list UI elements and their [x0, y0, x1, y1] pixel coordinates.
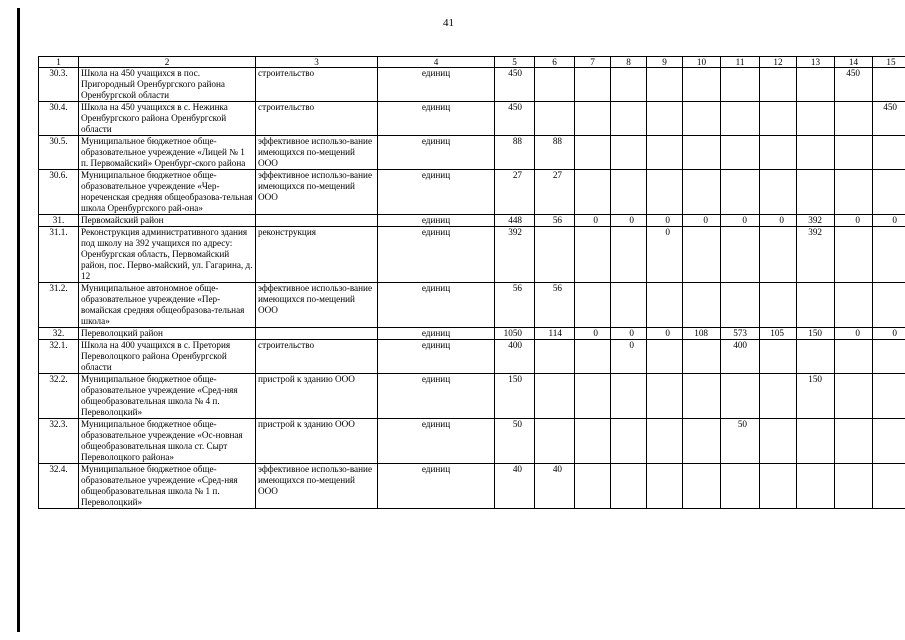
table-cell: Переволоцкий район — [79, 328, 256, 340]
table-cell: 450 — [873, 102, 905, 136]
table-cell — [647, 68, 683, 102]
column-header: 14 — [835, 57, 873, 68]
table-cell: Муниципальное бюджетное обще-образовательное учреждение «Ос-новная общеобразовательная школа ст. Сырт Переволоцкого района» — [79, 419, 256, 464]
district-total-row — [39, 215, 905, 227]
table-cell: единиц — [378, 283, 495, 328]
table-cell: 450 — [495, 102, 535, 136]
table-cell — [760, 283, 797, 328]
table-cell: единиц — [378, 68, 495, 102]
table-cell: Школа на 450 учащихся в с. Нежинка Оренбургского района Оренбургской области — [79, 102, 256, 136]
table-cell: 0 — [575, 328, 611, 340]
table-cell — [535, 419, 575, 464]
table-cell — [575, 227, 611, 283]
table-cell — [721, 374, 760, 419]
table-cell — [760, 419, 797, 464]
table-cell — [611, 68, 647, 102]
table-cell — [873, 227, 905, 283]
table-cell: единиц — [378, 340, 495, 374]
table-cell — [873, 68, 905, 102]
table-cell: 32.3. — [39, 419, 79, 464]
table-cell: 400 — [495, 340, 535, 374]
column-header: 5 — [495, 57, 535, 68]
table-cell — [575, 136, 611, 170]
table-cell — [611, 464, 647, 509]
table-cell: 0 — [721, 215, 760, 227]
table-cell — [873, 419, 905, 464]
district-total-row — [39, 328, 905, 340]
table-cell: 27 — [495, 170, 535, 215]
table-cell — [873, 464, 905, 509]
table-cell: 31.1. — [39, 227, 79, 283]
table-cell: 0 — [873, 328, 905, 340]
table-cell: 30.4. — [39, 102, 79, 136]
table-cell: 0 — [647, 328, 683, 340]
table-cell — [647, 170, 683, 215]
table-cell — [256, 328, 378, 340]
table-cell: единиц — [378, 102, 495, 136]
table-cell — [760, 227, 797, 283]
table-cell: Муниципальное бюджетное обще-образовательное учреждение «Сред-няя общеобразовательная школа № 1 п. Переволоцкий» — [79, 464, 256, 509]
table-cell: 392 — [797, 215, 835, 227]
table-cell: 88 — [535, 136, 575, 170]
table-cell — [611, 374, 647, 419]
table-cell: 0 — [575, 215, 611, 227]
table-cell: 1050 — [495, 328, 535, 340]
table-cell — [835, 102, 873, 136]
table-cell: единиц — [378, 170, 495, 215]
table-cell: единиц — [378, 328, 495, 340]
table-cell: 448 — [495, 215, 535, 227]
table-cell — [835, 170, 873, 215]
table-cell: единиц — [378, 419, 495, 464]
table-cell: 392 — [495, 227, 535, 283]
table-cell — [575, 374, 611, 419]
table-cell — [873, 283, 905, 328]
table-cell: строительство — [256, 102, 378, 136]
table-cell — [647, 340, 683, 374]
table-cell: 0 — [611, 328, 647, 340]
table-cell: 150 — [797, 328, 835, 340]
header-row — [39, 57, 905, 68]
table-cell — [683, 374, 721, 419]
table-cell: 40 — [535, 464, 575, 509]
table-cell — [256, 215, 378, 227]
table-cell: эффективное использо-вание имеющихся по-мещений ООО — [256, 464, 378, 509]
table-cell: 27 — [535, 170, 575, 215]
table-row — [39, 170, 905, 215]
table-cell — [647, 102, 683, 136]
table-cell — [611, 227, 647, 283]
table-cell: 150 — [495, 374, 535, 419]
table-cell: 32.2. — [39, 374, 79, 419]
table-cell: 150 — [797, 374, 835, 419]
table-cell: 392 — [797, 227, 835, 283]
table-cell: 56 — [535, 283, 575, 328]
column-header: 1 — [39, 57, 79, 68]
table-cell: строительство — [256, 340, 378, 374]
table-cell — [797, 419, 835, 464]
table-cell — [721, 227, 760, 283]
column-header: 10 — [683, 57, 721, 68]
table-cell — [797, 136, 835, 170]
table-cell — [760, 68, 797, 102]
table-cell: 31. — [39, 215, 79, 227]
table-cell — [797, 340, 835, 374]
table-cell — [575, 68, 611, 102]
table-row — [39, 136, 905, 170]
table-cell — [835, 419, 873, 464]
table-cell: пристрой к зданию ООО — [256, 419, 378, 464]
column-header: 7 — [575, 57, 611, 68]
table-cell: Школа на 400 учащихся в с. Претория Переволоцкого района Оренбургской области — [79, 340, 256, 374]
table-cell — [535, 102, 575, 136]
table-cell: 32. — [39, 328, 79, 340]
table-cell — [721, 464, 760, 509]
table-cell: 108 — [683, 328, 721, 340]
table-cell: пристрой к зданию ООО — [256, 374, 378, 419]
table-cell — [721, 283, 760, 328]
table-cell — [535, 374, 575, 419]
table-cell: 450 — [835, 68, 873, 102]
table-cell — [535, 340, 575, 374]
table-cell — [575, 464, 611, 509]
table-cell — [683, 102, 721, 136]
table-cell — [797, 68, 835, 102]
table-cell — [721, 136, 760, 170]
binding-edge — [17, 8, 20, 632]
table-cell: 50 — [721, 419, 760, 464]
table-cell: 105 — [760, 328, 797, 340]
table-cell: 0 — [611, 215, 647, 227]
table-cell: 114 — [535, 328, 575, 340]
table-cell: эффективное использо-вание имеющихся по-мещений ООО — [256, 170, 378, 215]
table-cell — [611, 102, 647, 136]
table-cell — [683, 170, 721, 215]
table-cell — [683, 283, 721, 328]
column-header: 6 — [535, 57, 575, 68]
page-number: 41 — [443, 17, 454, 29]
table-cell — [760, 340, 797, 374]
table-cell: 573 — [721, 328, 760, 340]
table-cell: эффективное использо-вание имеющихся по-мещений ООО — [256, 136, 378, 170]
table-cell — [647, 136, 683, 170]
table-cell: 450 — [495, 68, 535, 102]
table-cell: 32.4. — [39, 464, 79, 509]
table-cell: 0 — [647, 227, 683, 283]
table-cell — [611, 136, 647, 170]
table-cell: 400 — [721, 340, 760, 374]
table-cell — [683, 340, 721, 374]
table-cell — [683, 464, 721, 509]
table-cell: 56 — [495, 283, 535, 328]
column-header: 3 — [256, 57, 378, 68]
table-cell — [535, 227, 575, 283]
table-cell — [683, 227, 721, 283]
column-header: 9 — [647, 57, 683, 68]
table-cell — [647, 374, 683, 419]
table-cell: 56 — [535, 215, 575, 227]
table-cell — [611, 170, 647, 215]
table-row — [39, 227, 905, 283]
table-cell — [721, 170, 760, 215]
table-cell — [797, 102, 835, 136]
table-cell: Муниципальное бюджетное обще-образовательное учреждение «Сред-няя общеобразовательная школа № 4 п. Переволоцкий» — [79, 374, 256, 419]
table-cell — [873, 374, 905, 419]
table-cell: 30.3. — [39, 68, 79, 102]
table-cell — [873, 340, 905, 374]
table-cell — [575, 419, 611, 464]
column-header: 12 — [760, 57, 797, 68]
table-cell: 0 — [760, 215, 797, 227]
table-cell: Муниципальное бюджетное обще-образовательное учреждение «Чер-нореченская средняя общеобразова-тельная школа Оренбургского рай-она» — [79, 170, 256, 215]
table-cell — [760, 136, 797, 170]
table-cell: 50 — [495, 419, 535, 464]
table-cell — [835, 374, 873, 419]
table-cell: 30.5. — [39, 136, 79, 170]
table-cell: Реконструкция административного здания под школу на 392 учащихся по адресу: Оренбургская область, Первомайский район, пос. Перво-майский, ул. Гагарина, д. 12 — [79, 227, 256, 283]
table-row — [39, 68, 905, 102]
table-cell: строительство — [256, 68, 378, 102]
table-row — [39, 340, 905, 374]
table-cell: Школа на 450 учащихся в пос. Пригородный Оренбургского района Оренбургской области — [79, 68, 256, 102]
table-cell — [575, 340, 611, 374]
table-cell — [683, 136, 721, 170]
table-cell: 88 — [495, 136, 535, 170]
column-header: 4 — [378, 57, 495, 68]
table-cell — [575, 170, 611, 215]
table-cell: эффективное использо-вание имеющихся по-мещений ООО — [256, 283, 378, 328]
table-cell: Муниципальное автономное обще-образовательное учреждение «Пер-вомайская средняя общеобразова-тельная школа» — [79, 283, 256, 328]
table-cell — [760, 464, 797, 509]
table-cell: 0 — [611, 340, 647, 374]
table-row — [39, 464, 905, 509]
table-cell: 0 — [873, 215, 905, 227]
table-cell: единиц — [378, 374, 495, 419]
column-header: 15 — [873, 57, 905, 68]
table-cell — [797, 170, 835, 215]
column-header: 11 — [721, 57, 760, 68]
table-cell — [760, 374, 797, 419]
column-header: 2 — [79, 57, 256, 68]
table-cell: 0 — [647, 215, 683, 227]
table-cell — [575, 283, 611, 328]
table-cell: Муниципальное бюджетное обще-образовательное учреждение «Лицей № 1 п. Первомайский» Оренбург-ского района — [79, 136, 256, 170]
table-cell: единиц — [378, 136, 495, 170]
table-cell — [873, 170, 905, 215]
table-row — [39, 283, 905, 328]
table-cell: Первомайский район — [79, 215, 256, 227]
table-cell — [797, 283, 835, 328]
table-cell — [835, 283, 873, 328]
table-cell — [873, 136, 905, 170]
table-cell: 0 — [835, 215, 873, 227]
table-cell — [647, 283, 683, 328]
table-cell: 0 — [835, 328, 873, 340]
table-cell — [721, 68, 760, 102]
table-cell — [835, 464, 873, 509]
column-header: 13 — [797, 57, 835, 68]
table-cell: 40 — [495, 464, 535, 509]
table-cell: 31.2. — [39, 283, 79, 328]
table-cell: 32.1. — [39, 340, 79, 374]
table-cell — [835, 227, 873, 283]
table-cell — [835, 136, 873, 170]
table-row — [39, 374, 905, 419]
table-cell: реконструкция — [256, 227, 378, 283]
table-cell: 30.6. — [39, 170, 79, 215]
table-cell — [835, 340, 873, 374]
table-cell: единиц — [378, 464, 495, 509]
data-table — [38, 56, 905, 509]
table-cell — [647, 464, 683, 509]
table-row — [39, 102, 905, 136]
table-cell: единиц — [378, 215, 495, 227]
table-cell — [611, 283, 647, 328]
table-cell: 0 — [683, 215, 721, 227]
table-cell — [760, 170, 797, 215]
table-cell — [611, 419, 647, 464]
table-cell — [797, 464, 835, 509]
table-cell — [760, 102, 797, 136]
table-cell: единиц — [378, 227, 495, 283]
table-cell — [683, 419, 721, 464]
table-row — [39, 419, 905, 464]
table-cell — [647, 419, 683, 464]
table-cell — [721, 102, 760, 136]
table-cell — [683, 68, 721, 102]
table-cell — [575, 102, 611, 136]
table-cell — [535, 68, 575, 102]
column-header: 8 — [611, 57, 647, 68]
